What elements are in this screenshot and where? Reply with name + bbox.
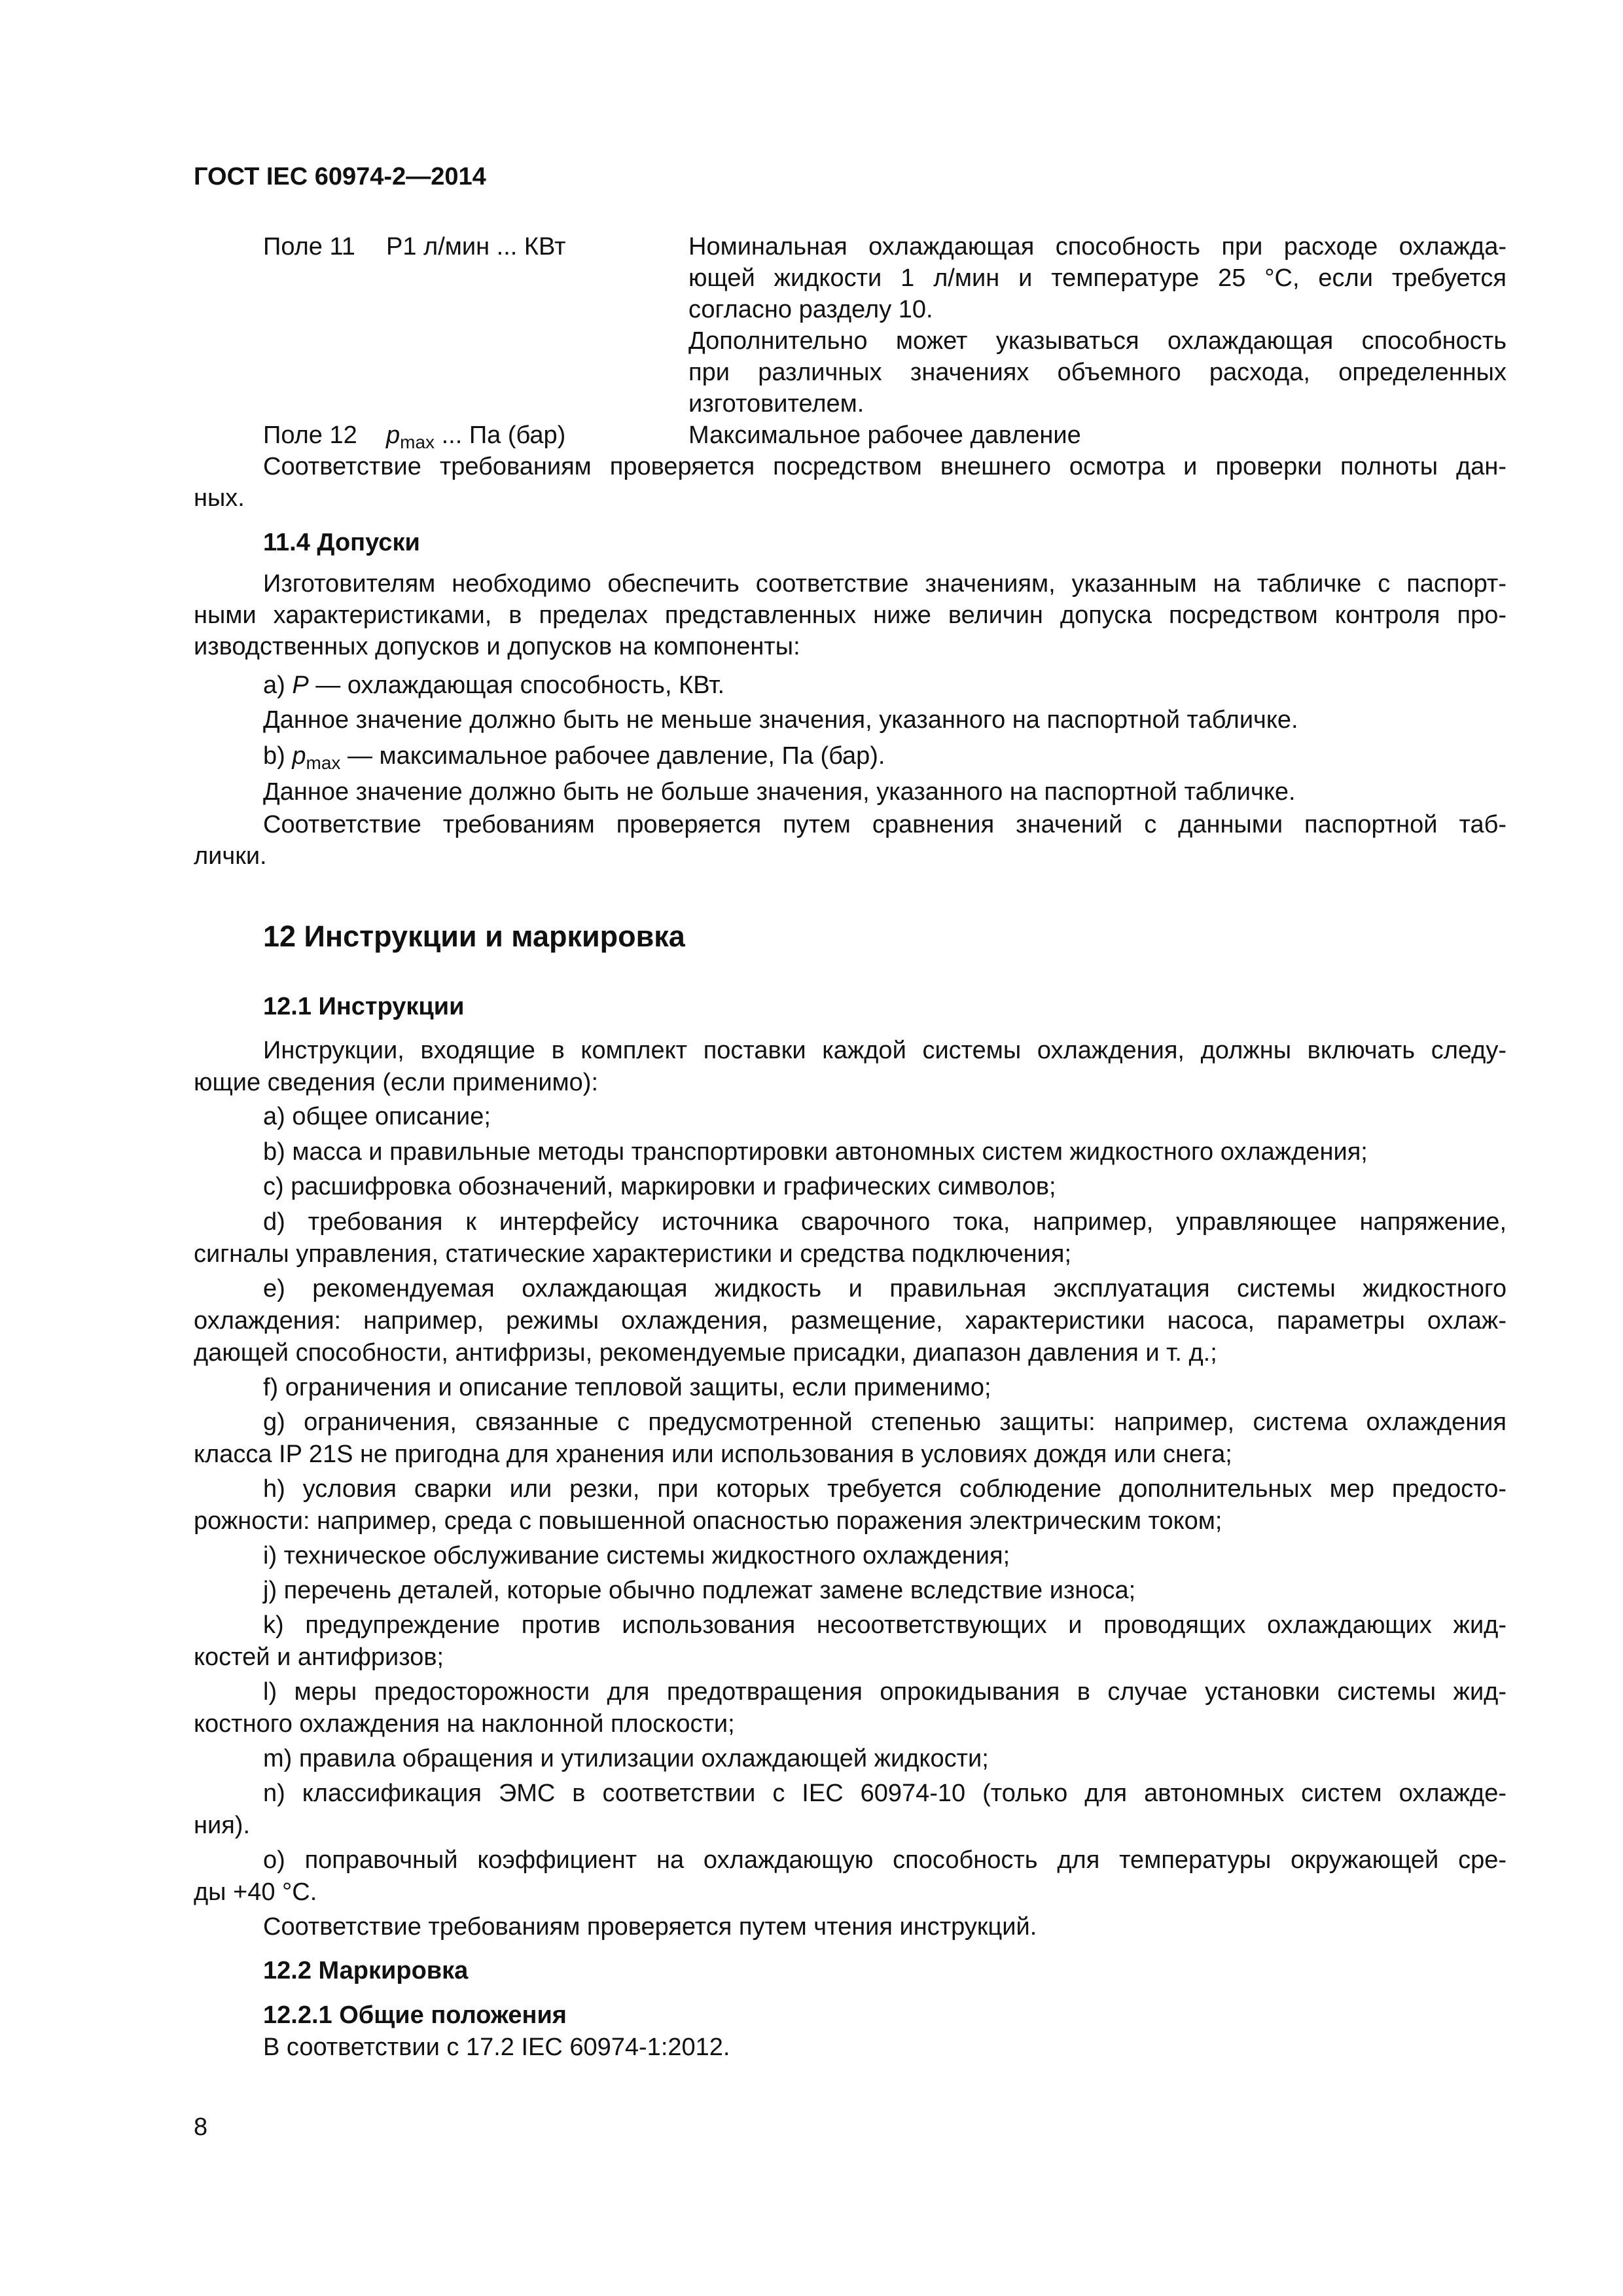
paragraph-line: лички. [194, 842, 267, 870]
list-item: b) масса и правильные методы транспортировки автономных систем жидкостного охлаждения; [263, 1138, 1368, 1166]
paragraph-line: Инструкции, входящие в комплект поставки каждой системы охлаждения, должны включать следу- [263, 1037, 1507, 1064]
paragraph-line: ными характеристиками, в пределах представленных ниже величин допуска посредством контроля про- [194, 601, 1507, 629]
list-item: h) условия сварки или резки, при которых требуется соблюдение дополнительных мер предосто- [263, 1475, 1507, 1503]
paragraph-line: Данное значение должно быть не больше значения, указанного на паспортной табличке. [263, 778, 1296, 806]
list-item: n) классификация ЭМС в соответствии с IEC 60974-10 (только для автономных систем охлажде- [263, 1780, 1507, 1807]
paragraph-line: Данное значение должно быть не меньше значения, указанного на паспортной табличке. [263, 706, 1298, 734]
list-item: e) рекомендуемая охлаждающая жидкость и правильная эксплуатация системы жидкостного [263, 1275, 1507, 1302]
list-item-cont: рожности: например, среда с повышенной опасностью поражения электрическим током; [194, 1507, 1222, 1535]
paragraph-line: В соответствии с 17.2 IEC 60974-1:2012. [263, 2034, 730, 2061]
list-text: — максимальное рабочее давление, Па (бар). [340, 742, 885, 770]
list-item: d) требования к интерфейсу источника сварочного тока, например, управляющее напряжение, [263, 1208, 1507, 1236]
field-11-label: Поле 11 [263, 233, 355, 260]
symbol-P: P [292, 672, 309, 699]
list-item: c) расшифровка обозначений, маркировки и графических символов; [263, 1173, 1056, 1200]
list-item: g) ограничения, связанные с предусмотренной степенью защиты: например, система охлаждения [263, 1408, 1507, 1436]
symbol-p: p [292, 742, 306, 770]
list-item-cont: дающей способности, антифризы, рекомендуемые присадки, диапазон давления и т. д.; [194, 1339, 1217, 1367]
field-12-desc: Максимальное рабочее давление [688, 422, 1081, 449]
section-heading-12-2-1: 12.2.1 Общие положения [263, 2001, 567, 2029]
field-11-desc-line: при различных значениях объемного расхода, определенных [688, 359, 1507, 386]
page-number: 8 [194, 2113, 208, 2141]
list-marker: a) [263, 672, 293, 699]
list-item-b [263, 740, 885, 779]
field-11-desc-line: Номинальная охлаждающая способность при расходе охлажда- [688, 233, 1507, 260]
list-item: m) правила обращения и утилизации охлаждающей жидкости; [263, 1745, 989, 1772]
paragraph-line: изводственных допусков и допусков на компоненты: [194, 633, 800, 660]
field-11-desc-line: согласно разделу 10. [688, 296, 933, 323]
list-item: l) меры предосторожности для предотвращения опрокидывания в случае установки системы жид- [263, 1678, 1507, 1706]
paragraph-line: Соответствие требованиям проверяется путем чтения инструкций. [263, 1913, 1037, 1941]
field-11-desc-line: ющей жидкости 1 л/мин и температуре 25 °C, если требуется [688, 264, 1507, 292]
subscript-max: max [306, 753, 341, 773]
paragraph-line: ющие сведения (если применимо): [194, 1069, 599, 1096]
paragraph-line: Соответствие требованиям проверяется путем сравнения значений с данными паспортной таб- [263, 811, 1507, 838]
list-item-cont: ния). [194, 1812, 251, 1839]
paragraph-line: ных. [194, 484, 245, 512]
subscript-max: max [400, 432, 435, 452]
section-heading-11-4: 11.4 Допуски [263, 529, 420, 556]
list-item-cont: сигналы управления, статические характеристики и средства подключения; [194, 1240, 1072, 1268]
list-item: i) техническое обслуживание системы жидкостного охлаждения; [263, 1542, 1010, 1570]
list-item-cont: ды +40 °C. [194, 1878, 317, 1906]
list-marker: b) [263, 742, 293, 770]
paragraph-line: Изготовителям необходимо обеспечить соответствие значениям, указанным на табличке с паспорт- [263, 570, 1507, 598]
field-11-desc-line: Дополнительно может указываться охлаждающая способность [688, 327, 1507, 355]
list-item: j) перечень деталей, которые обычно подлежат замене вследствие износа; [263, 1577, 1136, 1604]
section-heading-12-2: 12.2 Маркировка [263, 1957, 469, 1984]
symbol-p: p [386, 422, 401, 449]
field-12-label: Поле 12 [263, 422, 357, 449]
document-code: ГОСТ IEC 60974-2—2014 [194, 163, 486, 190]
list-item-cont: костей и антифризов; [194, 1643, 444, 1671]
section-heading-12: 12 Инструкции и маркировка [263, 920, 685, 953]
list-item-cont: охлаждения: например, режимы охлаждения, размещение, характеристики насоса, параметры охлаж- [194, 1307, 1507, 1335]
section-heading-12-1: 12.1 Инструкции [263, 993, 465, 1020]
list-item: o) поправочный коэффициент на охлаждающую способность для температуры окружающей сре- [263, 1846, 1507, 1874]
list-text: — охлаждающая способность, КВт. [308, 672, 725, 699]
list-item: f) ограничения и описание тепловой защиты, если применимо; [263, 1374, 991, 1401]
field-11-param: P1 л/мин ... КВт [386, 233, 566, 260]
list-item: a) общее описание; [263, 1103, 491, 1130]
field-11-desc-line: изготовителем. [688, 390, 865, 418]
list-item-a [263, 670, 724, 701]
list-item: k) предупреждение против использования несоответствующих и проводящих охлаждающих жид- [263, 1611, 1507, 1639]
paragraph-line: Соответствие требованиям проверяется посредством внешнего осмотра и проверки полноты дан- [263, 453, 1507, 480]
list-item-cont: класса IP 21S не пригодна для хранения или использования в условиях дождя или снега; [194, 1441, 1232, 1468]
field-12-unit: ... Па (бар) [435, 422, 566, 449]
list-item-cont: костного охлаждения на наклонной плоскости; [194, 1710, 735, 1738]
